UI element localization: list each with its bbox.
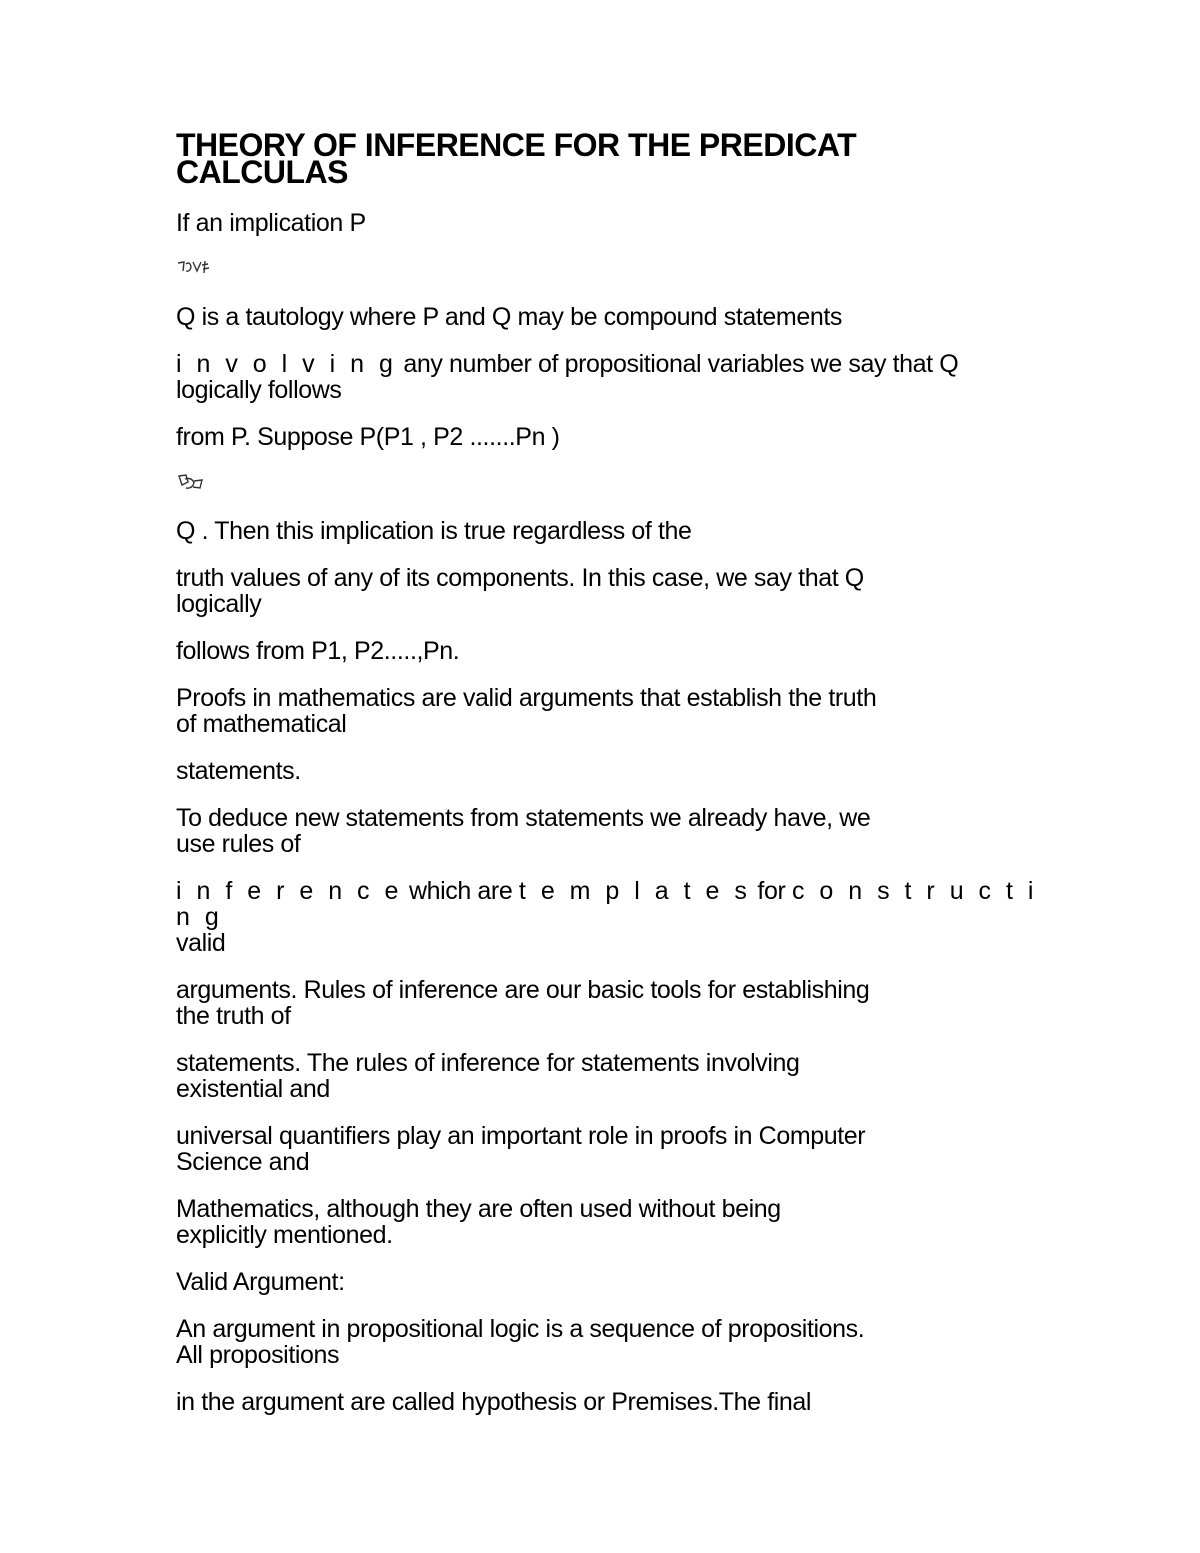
garbled-symbol-icon (176, 471, 1046, 497)
paragraph-argument-definition (176, 1316, 1046, 1368)
text-run: logically (176, 590, 262, 618)
paragraph-arguments (176, 977, 1046, 1029)
text-run: the truth of (176, 1002, 291, 1030)
text-run: To deduce new statements from statements we already have, we (176, 804, 871, 832)
text-run: for (750, 877, 792, 905)
document-page (176, 127, 1046, 1436)
title-line-1: THEORY OF INFERENCE FOR THE PREDICAT (176, 127, 857, 163)
paragraph-tautology: Q is a tautology where P and Q may be compound statements (176, 303, 843, 331)
paragraph-rules (176, 1050, 1046, 1102)
paragraph-follows: follows from P1, P2.....,Pn. (176, 637, 460, 665)
text-run: Proofs in mathematics are valid arguments that establish the truth (176, 684, 877, 712)
paragraph-quantifiers (176, 1123, 1046, 1175)
text-run: valid (176, 929, 226, 957)
section-heading-valid-argument: Valid Argument: (176, 1268, 345, 1296)
text-run: of mathematical (176, 710, 347, 738)
text-run: Science and (176, 1148, 310, 1176)
spaced-word: t e m p l a t e s (518, 877, 751, 905)
paragraph-statements: statements. (176, 757, 301, 785)
text-run: logically follows (176, 376, 342, 404)
spaced-word: i n f e r e n c e (176, 877, 403, 905)
garbled-symbol-icon (176, 257, 1046, 283)
text-run: All propositions (176, 1341, 340, 1369)
paragraph-suppose: from P. Suppose P(P1 , P2 .......Pn ) (176, 423, 560, 451)
text-run: which are (402, 877, 519, 905)
text-run: use rules of (176, 830, 301, 858)
text-run: truth values of any of its components. In this case, we say that Q (176, 564, 864, 592)
paragraph-premises: in the argument are called hypothesis or Premises.The final (176, 1388, 812, 1416)
text-run: universal quantifiers play an important role in proofs in Computer (176, 1122, 866, 1150)
paragraph-then: Q . Then this implication is true regardless of the (176, 517, 692, 545)
title-line-2: CALCULAS (176, 154, 348, 190)
paragraph-truth-values (176, 565, 1046, 617)
text-run: Mathematics, although they are often used without being (176, 1195, 781, 1223)
paragraph-deduce (176, 805, 1046, 857)
text-run: any number of propositional variables we say that Q (396, 350, 959, 378)
paragraph-proofs (176, 685, 1046, 737)
text-run: arguments. Rules of inference are our basic tools for establishing (176, 976, 870, 1004)
paragraph-mathematics (176, 1196, 1046, 1248)
document-title (176, 127, 1046, 190)
text-run: explicitly mentioned. (176, 1221, 393, 1249)
text-run: statements. The rules of inference for statements involving (176, 1049, 800, 1077)
paragraph-involving (176, 351, 1046, 403)
text-run: An argument in propositional logic is a sequence of propositions. (176, 1315, 865, 1343)
spaced-word: i n v o l v i n g (176, 350, 397, 378)
spaced-word: c o n s t r u c t i n g (176, 877, 1038, 931)
paragraph-implication: If an implication P (176, 209, 366, 237)
text-run: existential and (176, 1075, 330, 1103)
paragraph-inference-templates (176, 878, 1046, 956)
